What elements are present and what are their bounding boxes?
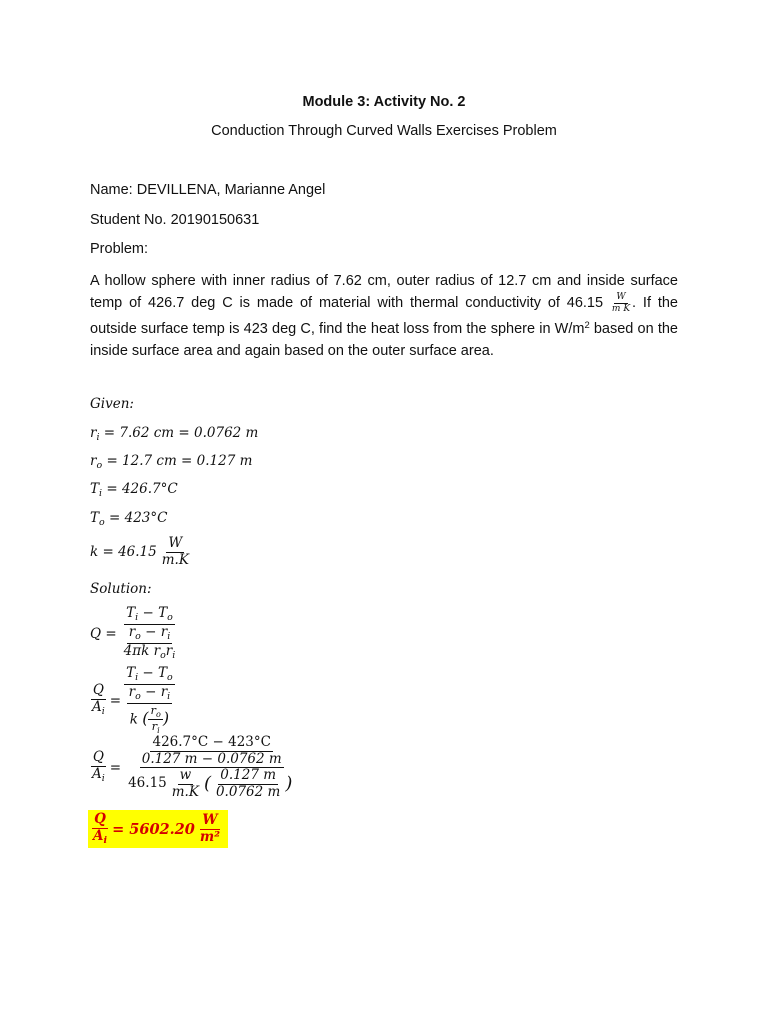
eq2-lhs [90,683,107,717]
result-lhs-den: $A_i$ [93,827,108,846]
eq3-den-den: 46.15 $\frac{w}{m.K}$ ( $\frac{0.127 m}{0.0762 m}$ ) [128,767,293,800]
result-lhs-num: Q [94,811,106,827]
student-name: Name: DEVILLENA, Marianne Angel [90,182,326,198]
problem-exponent: 2 [584,319,590,331]
eq1-den [120,625,180,662]
eq2-den-num: $r_o - r_i$ [128,683,171,702]
eq3-num: 426.7°C − 423°C [152,734,271,750]
ri-symbol: r [90,425,97,441]
eq3-paren-den: 0.0762 m [215,783,281,800]
To-value: = 423°C [109,510,168,526]
eq2-lhs-num: Q [92,682,104,699]
equation-1 [90,606,182,662]
To-sub: o [99,517,105,528]
eq1-fraction [120,606,180,662]
k-unit-num: W [168,535,183,551]
eq3-lhs [90,750,107,784]
k-lhs: k = 46.15 [90,544,157,561]
eq2-den-den: k ( $\frac{r_o}{r_i}$ ) [129,702,170,735]
k-unit-fraction [160,536,191,568]
eq2-den [125,685,175,735]
result-highlight [88,810,228,848]
ro-symbol: r [90,453,97,469]
Ti-symbol: T [90,481,100,497]
given-To [90,510,167,528]
eq1-den-fraction [122,625,178,662]
eq1-lhs: Q = [90,625,117,642]
Ti-value: = 426.7°C [106,481,178,497]
given-ro [90,453,252,471]
eq3-fraction [124,735,299,800]
page-title: Module 3: Activity No. 2 [302,94,466,110]
eq3-lhs-num: Q [92,749,104,766]
equation-2 [90,666,178,735]
problem-unit-num: W [616,292,626,303]
problem-unit-fraction [610,292,632,314]
given-Ti [90,481,178,499]
eq2-den-fraction [127,685,173,735]
page-subtitle: Conduction Through Curved Walls Exercises Problem [211,123,557,139]
eq3-unit-fraction [170,768,201,800]
result-lhs [91,812,109,846]
eq3-den-num: 0.127 m − 0.0762 m [141,750,282,767]
problem-label: Problem: [90,241,149,257]
given-k [90,536,194,568]
result-value: = 5602.20 [112,820,195,838]
eq3-unit-den: m.K [171,783,199,800]
ro-value: = 12.7 cm = 0.127 m [106,453,253,469]
eq3-den [124,752,299,801]
eq2-lhs-den: $A_i$ [92,698,105,717]
eq2-equals: = [109,692,122,709]
eq2-paren-fraction: $\frac{r_o}{r_i}$ [150,702,161,735]
equation-3 [90,735,302,800]
eq3-paren-num: 0.127 m [220,767,277,784]
result-unit-fraction [198,813,222,845]
problem-text-1: A hollow sphere with inner radius of 7.62 cm, outer radius of 12.7 cm and inside surface temp of 426.7 deg C is made of material with thermal conductivity of 46.15 [90,273,678,311]
problem-unit-den: m K [611,303,631,314]
problem-statement [90,270,678,362]
student-number: Student No. 20190150631 [90,212,260,228]
To-symbol: T [90,510,100,526]
k-unit-den: m.K [161,551,189,568]
eq3-k: 46.15 [128,775,167,792]
eq3-paren-fraction [214,768,282,800]
problem-text-2: . If the outside surface temp is 423 deg C, find the heat loss from the sphere in W/m [90,295,678,338]
given-label: Given: [90,396,134,412]
given-ri [90,425,258,443]
eq1-den-num: $r_o - r_i$ [128,623,171,642]
result-unit-num: W [202,812,218,829]
eq3-lhs-den: $A_i$ [92,765,105,784]
Ti-sub: i [99,488,103,499]
eq1-den-den: 4πk $r_or_i$ [123,642,176,661]
solution-label: Solution: [90,581,152,597]
ri-value: = 7.62 cm = 0.0762 m [103,425,259,441]
ri-sub: i [96,432,100,443]
eq2-fraction [124,666,175,735]
eq3-den-fraction [126,752,297,801]
problem-text-3: based on the inside surface area and again based on the outer surface area. [90,321,678,360]
eq1-num: $T_i - T_o$ [126,605,173,623]
eq3-unit-num: w [179,767,192,784]
ro-sub: o [96,460,103,471]
eq2-num: $T_i - T_o$ [126,665,173,683]
eq3-equals: = [109,759,122,776]
result-unit-den: m² [199,828,221,845]
